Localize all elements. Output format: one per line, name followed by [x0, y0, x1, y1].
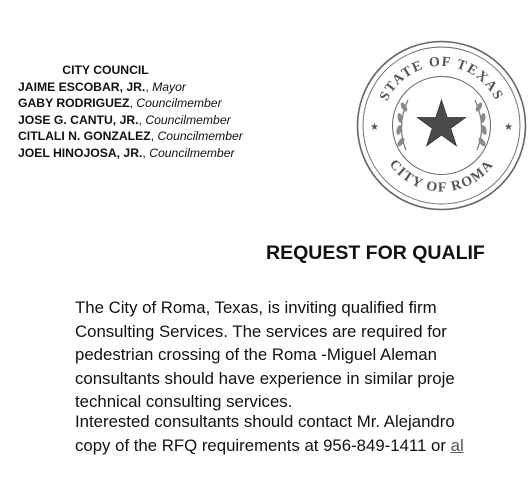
svg-text:CITY OF ROMA [386, 157, 497, 196]
seal-bottom-text: CITY OF ROMA [385, 157, 498, 196]
council-member: JOEL HINOJOSA, JR., Councilmember [18, 145, 235, 160]
council-member: CITLALI N. GONZALEZ, Councilmember [18, 129, 243, 143]
paragraph-line: pedestrian crossing of the Roma -Miguel Aleman [75, 345, 437, 364]
city-seal-icon [354, 38, 529, 213]
email-link[interactable]: al [450, 435, 464, 455]
member-name: CITLALI N. GONZALEZ [18, 129, 151, 143]
council-member: JOSE G. CANTU, JR., Councilmember [18, 112, 231, 127]
paragraph-contact [75, 410, 464, 457]
city-council-block [18, 62, 288, 161]
seal-top-text: STATE OF TEXAS [377, 54, 506, 104]
member-role: Councilmember [145, 112, 231, 127]
member-role: Mayor [152, 79, 186, 94]
svg-text:★: ★ [370, 122, 379, 133]
paragraph-line: technical consulting services. [75, 392, 293, 411]
paragraph-invitation [75, 296, 455, 414]
member-role: Councilmember [157, 129, 243, 143]
council-member: GABY RODRIGUEZ, Councilmember [18, 96, 222, 110]
paragraph-line: Interested consultants should contact Mr. Alejandro [75, 412, 455, 431]
document-heading: REQUEST FOR QUALIF [266, 242, 485, 264]
member-name: GABY RODRIGUEZ [18, 96, 130, 110]
paragraph-line: copy of the RFQ requirements at 956-849-1411 or al [75, 435, 464, 455]
council-heading: CITY COUNCIL [62, 63, 149, 77]
svg-text:★: ★ [504, 122, 513, 133]
member-role: Councilmember [149, 145, 235, 160]
council-member-mayor: JAIME ESCOBAR, JR., Mayor [18, 79, 186, 94]
paragraph-line: Consulting Services. The services are required for [75, 321, 447, 341]
paragraph-line: The City of Roma, Texas, is inviting qualified firm [75, 298, 437, 317]
member-name: JAIME ESCOBAR, JR. [18, 79, 146, 94]
svg-text:STATE OF TEXAS [377, 55, 506, 104]
member-name: JOEL HINOJOSA, JR. [18, 145, 143, 160]
star-icon [417, 100, 465, 146]
member-role: Councilmember [136, 96, 222, 110]
paragraph-line: consultants should have experience in similar proje [75, 368, 455, 388]
member-name: JOSE G. CANTU, JR. [18, 112, 139, 127]
